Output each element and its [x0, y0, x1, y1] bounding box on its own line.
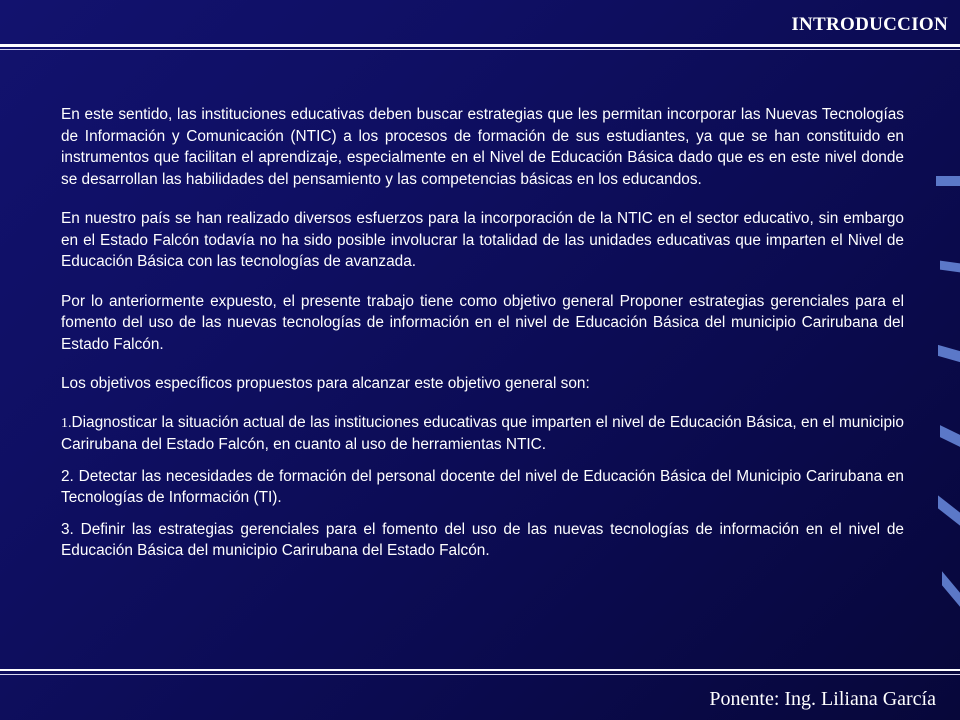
objective-3-text: Definir las estrategias gerenciales para el fomento del uso de las nuevas tecnologías de información en el nivel de Educación Básica del municipio Carirubana del Estado Falcón. [61, 520, 904, 559]
decorative-stripe-6 [942, 571, 960, 606]
slide-content [61, 104, 904, 572]
objective-1-text: Diagnosticar la situación actual de las instituciones educativas que imparten el nivel de Educación Básica, en el municipio Carirubana del Estado Falcón, en cuanto al uso de herramientas NTIC. [61, 413, 904, 453]
objective-2-text: Detectar las necesidades de formación del personal docente del nivel de Educación Básica del Municipio Carirubana en Tecnologías de Información (TI). [61, 467, 904, 506]
decorative-stripe-3 [938, 345, 960, 362]
header-divider-thin [0, 49, 960, 50]
objective-1 [61, 412, 904, 456]
objective-2 [61, 466, 904, 509]
header-divider-thick [0, 44, 960, 47]
objective-2-number: 2. [61, 467, 74, 485]
objective-3 [61, 519, 904, 562]
decorative-stripe-5 [938, 495, 960, 525]
decorative-stripe-2 [940, 261, 960, 273]
paragraph-1: En este sentido, las instituciones educativas deben buscar estrategias que les permitan incorporar las Nuevas Tecnologías de Información y Comunicación (NTIC) a los procesos de formación de sus estudiantes, ya que se han constituido en instrumentos que facilitan el aprendizaje, especialmente en el Nivel de Educación Básica dado que es en este nivel donde se desarrollan las habilidades del pensamiento y las competencias básicas en los educandos. [61, 106, 904, 188]
objective-1-number: 1. [61, 415, 72, 431]
slide-title: INTRODUCCION [791, 14, 948, 35]
paragraph-2: En nuestro país se han realizado diversos esfuerzos para la incorporación de la NTIC en el sector educativo, sin embargo en el Estado Falcón todavía no ha sido posible involucrar la totalidad de las unidades educativas que imparten el Nivel de Educación Básica con las tecnologías de avanzada. [61, 210, 904, 270]
decorative-stripe-1 [936, 176, 960, 186]
footer-divider-thick [0, 669, 960, 671]
objective-3-number: 3. [61, 520, 74, 538]
presenter-credit: Ponente: Ing. Liliana García [709, 688, 936, 710]
objectives-intro: Los objetivos específicos propuestos para alcanzar este objetivo general son: [61, 375, 590, 392]
paragraph-3: Por lo anteriormente expuesto, el presente trabajo tiene como objetivo general Proponer estrategias gerenciales para el fomento del uso de las nuevas tecnologías de información en el nivel de Educación Básica del municipio Carirubana del Estado Falcón. [61, 292, 904, 353]
decorative-stripe-4 [940, 425, 960, 447]
footer-divider-thin [0, 674, 960, 675]
